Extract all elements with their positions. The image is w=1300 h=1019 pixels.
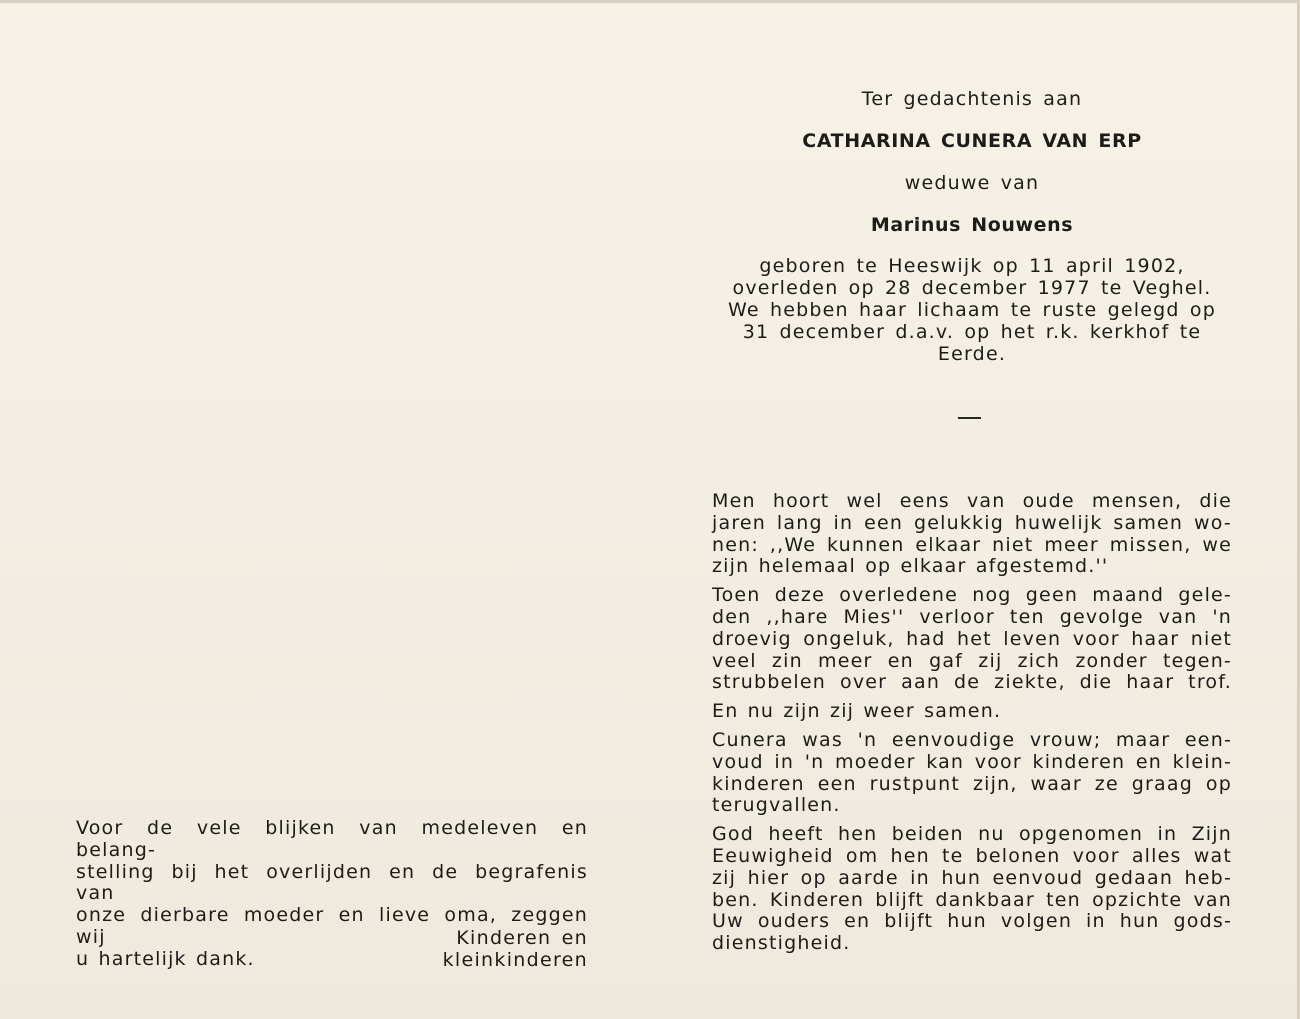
thanks-line: onze dierbare moeder en lieve oma, zeggen wij	[76, 904, 588, 948]
thanks-line: stelling bij het overlijden en de begrafenis van	[76, 860, 588, 905]
text-line: En nu zijn zij weer samen.	[712, 700, 1002, 723]
text-line: Men hoort wel eens van oude mensen, die	[712, 490, 1232, 512]
memorial-header	[712, 88, 1232, 365]
thanks-line: u hartelijk dank.	[76, 947, 255, 970]
text-line: nen: ,,We kunnen elkaar niet meer missen, we	[712, 533, 1232, 556]
signature: Kinderen en kleinkinderen	[442, 927, 588, 971]
paragraph	[712, 824, 1232, 955]
text-line: God heeft hen beiden nu opgenomen in Zijn	[712, 823, 1232, 846]
text-line: voud in 'n moeder kan voor kinderen en klein-	[712, 750, 1232, 773]
deceased-name: CATHARINA CUNERA VAN ERP	[802, 130, 1142, 152]
detail-line: overleden op 28 december 1977 te Veghel.	[732, 277, 1212, 299]
detail-line: geboren te Heeswijk op 11 april 1902,	[759, 255, 1185, 277]
card-top-edge	[0, 0, 1300, 3]
text-line: Toen deze overledene nog geen maand gele-	[712, 584, 1232, 607]
husband-name: Marinus Nouwens	[870, 214, 1074, 236]
text-line: veel zin meer en gaf zij zich zonder tegen-	[712, 649, 1232, 672]
paragraph	[712, 730, 1232, 817]
paragraph	[712, 585, 1232, 694]
text-line: Cunera was 'n eenvoudige vrouw; maar een-	[712, 728, 1232, 751]
text-line: kinderen een rustpunt zijn, waar ze graag op	[712, 772, 1232, 795]
paragraph	[712, 701, 1232, 723]
thanks-line: Voor de vele blijken van medeleven en belang-	[76, 817, 588, 861]
text-line: terugvallen.	[712, 794, 841, 817]
text-line: Eeuwigheid om hen te belonen voor alles wat	[712, 844, 1232, 867]
text-line: ben. Kinderen blijft dankbaar ten opzichte van	[712, 888, 1232, 911]
text-line: zijn helemaal op elkaar afgestemd.''	[712, 555, 1109, 578]
text-line: jaren lang in een gelukkig huwelijk samen wo-	[712, 511, 1232, 534]
text-line: droevig ongeluk, had het leven voor haar niet	[712, 627, 1232, 650]
text-line: Uw ouders en blijft hun volgen in hun gods-	[712, 910, 1232, 933]
text-line: strubbelen over aan de ziekte, die haar trof.	[712, 671, 1232, 694]
text-line: zij hier op aarde in hun eenvoud gedaan heb-	[712, 866, 1232, 889]
intro-line: Ter gedachtenis aan	[861, 88, 1083, 110]
memorial-text	[712, 491, 1232, 962]
text-line: dienstigheid.	[712, 932, 851, 955]
widow-of-line: weduwe van	[904, 172, 1040, 194]
paragraph	[712, 491, 1232, 578]
text-line: den ,,hare Mies'' verloor ten gevolge van 'n	[712, 605, 1232, 628]
detail-line: We hebben haar lichaam te ruste gelegd op	[728, 299, 1216, 321]
detail-line: 31 december d.a.v. op het r.k. kerkhof te Eerde.	[742, 321, 1202, 365]
section-divider	[958, 417, 981, 419]
